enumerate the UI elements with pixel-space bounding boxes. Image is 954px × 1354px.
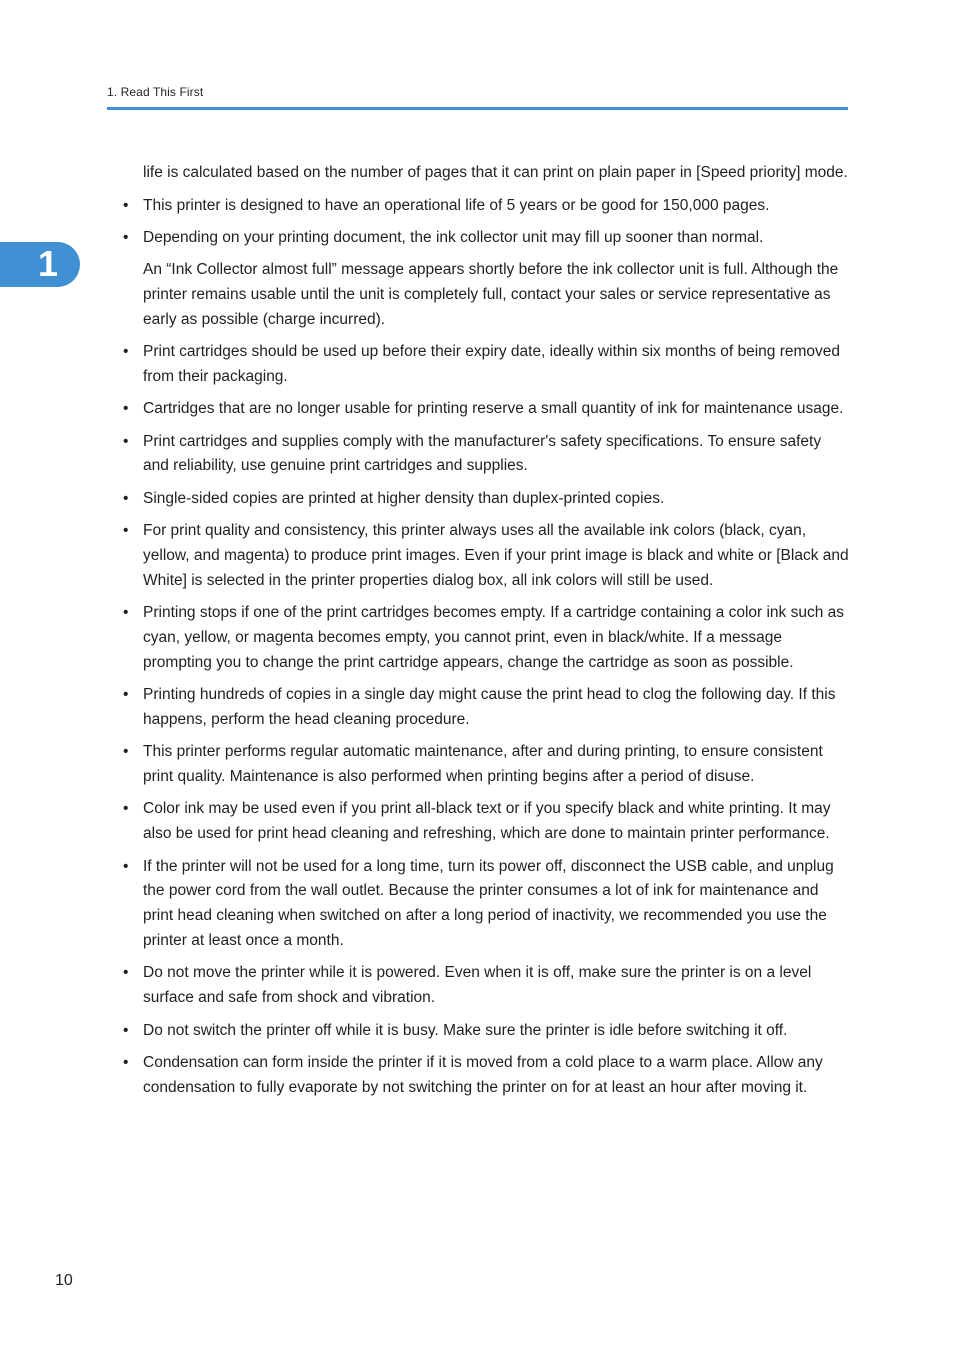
list-item-text: Condensation can form inside the printer if it is moved from a cold place to a warm place. Allow any condensation to fully evaporate by not switching the printer on for at least an hour after moving it.: [143, 1054, 823, 1096]
bullet-icon: •: [123, 686, 129, 704]
list-item: [123, 430, 851, 480]
list-item-text: For print quality and consistency, this printer always uses all the available ink colors (black, cyan, yellow, and magenta) to produce print images. Even if your print image is black and white or [Black and White] is selected in the printer properties dialog box, all ink colors will still be used.: [143, 522, 849, 589]
bullet-icon: •: [123, 400, 129, 418]
bullet-icon: •: [123, 432, 129, 450]
list-item: [123, 487, 851, 512]
list-item-text: Do not switch the printer off while it is busy. Make sure the printer is idle before switching it off.: [143, 1021, 788, 1039]
list-item-subparagraph: An “Ink Collector almost full” message appears shortly before the ink collector unit is full. Although the printer remains usable until the unit is completely full, contact your sales or service representative as early as possible (charge incurred).: [143, 260, 839, 328]
list-item-text: Printing stops if one of the print cartridges becomes empty. If a cartridge containing a color ink such as cyan, yellow, or magenta becomes empty, you cannot print, even in black/white. If a message prompting you to change the print cartridge appears, change the cartridge as soon as possible.: [143, 604, 845, 671]
bullet-list: [123, 194, 851, 1101]
list-item: [123, 740, 851, 790]
list-item-text: Printing hundreds of copies in a single day might cause the print head to clog the following day. If this happens, perform the head cleaning procedure.: [143, 686, 836, 728]
list-item-text: Depending on your printing document, the ink collector unit may fill up sooner than normal.: [143, 229, 764, 247]
list-item: [123, 340, 851, 390]
bullet-icon: •: [123, 800, 129, 818]
list-item: [123, 683, 851, 733]
running-header: 1. Read This First: [107, 85, 204, 99]
bullet-icon: •: [123, 857, 129, 875]
chapter-tab: [0, 242, 80, 287]
chapter-number: 1: [37, 243, 58, 284]
page-content: [123, 161, 851, 1108]
page-number: 10: [55, 1272, 73, 1289]
list-item: [123, 1019, 851, 1044]
list-item-text: This printer is designed to have an operational life of 5 years or be good for 150,000 pages.: [143, 196, 770, 214]
bullet-icon: •: [123, 964, 129, 982]
list-item: [123, 519, 851, 593]
bullet-icon: •: [123, 489, 129, 507]
list-item: [123, 397, 851, 422]
bullet-icon: •: [123, 743, 129, 761]
intro-paragraph: life is calculated based on the number of pages that it can print on plain paper in [Speed priority] mode.: [143, 164, 848, 181]
list-item: [123, 1051, 851, 1101]
list-item-text: Do not move the printer while it is powered. Even when it is off, make sure the printer is on a level surface and safe from shock and vibration.: [143, 964, 812, 1007]
list-item-text: Single-sided copies are printed at higher density than duplex-printed copies.: [143, 489, 665, 507]
list-item-text: Print cartridges should be used up before their expiry date, ideally within six months of being removed from their packaging.: [143, 342, 841, 385]
bullet-icon: •: [123, 1054, 129, 1072]
list-item: [123, 961, 851, 1011]
list-item: [123, 855, 851, 954]
list-item-text: This printer performs regular automatic maintenance, after and during printing, to ensure consistent print quality. Maintenance is also performed when printing begins after a period of disuse.: [143, 743, 823, 786]
list-item: [123, 194, 851, 219]
list-item-text: Color ink may be used even if you print all-black text or if you specify black and white printing. It may also be used for print head cleaning and refreshing, which are done to maintain printer performance.: [143, 800, 831, 843]
bullet-icon: •: [123, 522, 129, 540]
header-rule: [107, 107, 848, 110]
bullet-icon: •: [123, 229, 129, 247]
list-item: [123, 601, 851, 675]
list-item: [123, 797, 851, 847]
bullet-icon: •: [123, 342, 129, 360]
bullet-icon: •: [123, 1021, 129, 1039]
list-item-text: Cartridges that are no longer usable for printing reserve a small quantity of ink for maintenance usage.: [143, 400, 844, 418]
list-item-text: If the printer will not be used for a long time, turn its power off, disconnect the USB cable, and unplug the power cord from the wall outlet. Because the printer consumes a lot of ink for maintenance and print head cleaning when switched on after a long period of inactivity, we recommended you use the printer at least once a month.: [143, 857, 834, 950]
bullet-icon: •: [123, 196, 129, 214]
list-item: [123, 226, 851, 332]
bullet-icon: •: [123, 604, 129, 622]
list-item-text: Print cartridges and supplies comply with the manufacturer's safety specifications. To ensure safety and reliability, use genuine print cartridges and supplies.: [143, 432, 822, 475]
